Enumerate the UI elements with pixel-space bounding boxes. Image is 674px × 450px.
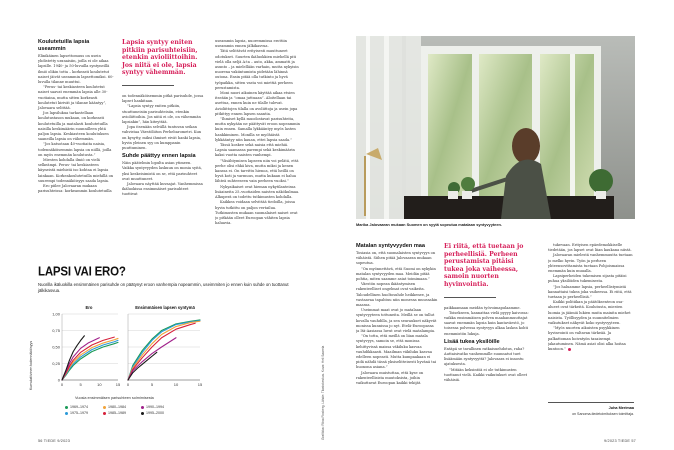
series-line-1969–1974 (128, 320, 200, 380)
chart-title-divorce: Ero (85, 305, 93, 310)
body-paragraph: Kaikkea voidaan selvittää tiedoilla, joissa hyvin tutkittu on paljon vertailua. Tutkimusten mukaan suomalaiset naiset ovat jo pitkään olleet Euroopan vähiten lapsia haluavia. (215, 200, 298, 226)
chart-divorce-svg (40, 310, 120, 394)
chart-first-child (122, 305, 202, 395)
legend-item (103, 411, 141, 415)
footer-left-folio: 56 TIEDE 9/2023 (38, 439, 71, 443)
legend-item (141, 411, 179, 415)
article-photo (356, 36, 635, 219)
y-tick-label: 0,75 (52, 327, 60, 333)
chart-title-first-child: Ensimmäisen lapsen syntymä (135, 305, 195, 310)
body-paragraph: paikkaamaan meidän työvoimapulaamme. (444, 305, 521, 310)
article-column-5 (444, 243, 534, 428)
col6-body (548, 243, 634, 352)
section-heading-more-support: Lisää tukea yksilöille (444, 338, 500, 345)
author-name: Juha Merimaa (608, 406, 634, 410)
body-paragraph: Jalovaara näyttää kuvaajat. Vanhemmissa ikäluokissa ensimmäiset parisuhteet tuottivat (122, 182, 203, 197)
chart-legend (65, 405, 179, 415)
legend-swatch (103, 412, 106, 415)
body-paragraph: ”Ihmiset kyllä muodostavat parisuhteita, mutta nykyään ne päättyvät eroon nopeammin kuin ennen. Samalla lykkääntyy myös lasten hankkiminen. Monilla se myöhäistä lykkääntyy niin kauan, ettei lapsia saada.” (215, 117, 300, 142)
legend-item (141, 405, 179, 409)
footer-right-folio: 9/2023 TIEDE 57 (603, 439, 636, 443)
legend-swatch (141, 406, 144, 409)
legend-item (65, 411, 103, 415)
body-paragraph: Tätä selittävät erityisesti muuttuneet odotukset. Suurten ikäluokkien miehellä piti vielä olla neljä A:ta – auto, akka, ammatti ja asunto – ja mielellään varhain, mutta nykyisin nuorena vakiintumista pidetään lähinnä outona. Ensin pitää olla tutkinto ja hyvä työpaikka, sitten vasta voi miettiä perheen perustamista. (215, 49, 299, 90)
y-tick-label: 0,25 (52, 360, 60, 366)
body-paragraph: Entäpä se tavallinen ratkaisuehdotus, raha? Auttaisivatko vanhemmille suunnatut tuet lisäämään syntyvyyttä? Jalovaara ei innostu ajatuksesta. (444, 346, 525, 367)
end-mark-icon (568, 348, 571, 351)
body-paragraph: tukevaan. Erityisen epäedemokkiselle tiedetään, jos lapset ovat liian kaukana niistä. (548, 243, 632, 253)
x-tick-label: 15 (115, 382, 120, 387)
x-tick-label: 5 (79, 382, 82, 387)
body-paragraph: Useimmat maat ovat jo matalaan syntyvyyteen tottuneita. Meillä se on tullut kovalla vauhdilla, ja sen seuraukset näkyvät monissa kunnissa jo nyt. Etelä-Euroopassa ja Itä-Aasiassa luvut ovat vielä matalampia. (356, 308, 437, 334)
article-column-2 (122, 39, 204, 198)
chart-first-child-svg (122, 310, 202, 394)
col5-body-2 (444, 347, 534, 383)
infographic-heading: LAPSI VAI ERO? (38, 265, 126, 279)
section-heading-low-birthrate: Matalan syntyvyyden maa (356, 243, 426, 249)
chart-y-axis-label: Kumulatiivinen todennäköisyys (29, 340, 33, 390)
article-column-4 (356, 243, 438, 428)
legend-swatch (103, 406, 106, 409)
body-paragraph: ”Jos haluamme lapsia, perheellistymistä kannattaisi tukea joka vaiheessa. Ei riitä, että tuetaan jo perheellisiä.” (548, 284, 632, 300)
legend-label: 1990–1994 (146, 405, 164, 409)
legend-swatch (65, 406, 68, 409)
body-paragraph: Toisekseen, kannattaa vielä pyyyy kaivossa: vaikka ensimmäisen polven maahanmuuttajat saavat enemmän lapsia kuin kantaväestö, jo toisessa polvessa syntyvyys alkaa laskea kohti enemmistön lukuja. (444, 310, 529, 336)
col4-body (356, 251, 438, 386)
body-paragraph: ”Jos katsotaan 40-vuotiaita naisia, todennäköisemmin lapsia on niillä, joilla on myös enemmän koulutusta.” (38, 142, 112, 157)
body-paragraph: ”Väsähtymisen lapseen niin voi pelätä, että perhe olisi ehkä kiva, mutta miksi ja kenen kanssa ei. On tarvittu hienoa, että heillä on hyvä koti ja varmuus, mutta kukaan ei halua lähteä suhteeseen vain perheen vuoksi.” (215, 158, 299, 184)
signature-rule (548, 402, 634, 403)
x-tick-label: 0 (126, 382, 130, 387)
col2-body (122, 94, 204, 151)
col2-body-2 (122, 161, 204, 197)
article-column-1 (38, 39, 116, 194)
body-paragraph: Jos lapsilukua tarkastellaan koulutustason mukaan, on korkeasti koulutetuilla ja matalasti koulutetuilla naisilla keskimäärin suunnilleen yhtä paljon lapsia. Keskiasteen koulutuksen saaneilla lapsia on vähemmän. (38, 111, 109, 142)
legend-swatch (141, 412, 144, 415)
legend-label: 1969–1974 (70, 405, 88, 409)
body-paragraph: Jalovaaran mielestä vanhemmuutta tuetaan jo melko hyvin. Työn ja perheen yhteensovittamista tuetaan Pohjoismaissa enemmän kuin muualla. (548, 253, 633, 274)
chart-divorce (40, 305, 120, 395)
body-paragraph: Jalovaara muistuttaa, että kyse on rakenteellisista muutoksista, joihin vaikuttavat Euroopan kaikki tekijät. (356, 370, 424, 386)
legend-label: 1995–2000 (146, 411, 164, 415)
infographic-intro: Nuorilla ikäluokilla ensimmäinen parisuhde on päätynyt eroon vanhempia nopeammin, useimmiten jo ennen kuin suhde on tuottanut jälkikasvua. (38, 282, 289, 293)
legend-label: 1985–1989 (108, 411, 126, 415)
pull-quote-2: Ei riitä, että tuetaan jo perheellisiä. Perheen perustamista pitäisi tukea joka vaiheessa, samoin nuorten hyvinvointia. (444, 243, 524, 288)
y-tick-label: 0,50 (52, 344, 60, 350)
body-paragraph: Elinikäinen lapsettomuus on usein yhdistetty uranaisiin, joilla ei ole aikaa lapsille. 1940- ja 50-luvuilla syntyneillä ilmiö olikin totta – korkeasti koulutetut naiset jäivät useammin lapsettomiksi. 60-luvulla tilanne muuttui. (38, 54, 114, 85)
pull-quote-1: Lapsia syntyy eniten pitkiin parisuhteisiin, etenkin avioliittoihin. Jos niitä ei ole, lapsia syntyy vähemmän. (122, 39, 198, 77)
y-tick-label: 0 (57, 377, 60, 383)
x-tick-label: 10 (173, 382, 179, 387)
section-heading-relationship-ends: Suhde päättyy ennen lapsia (122, 153, 196, 160)
y-tick-label: 1,00 (52, 311, 60, 317)
col5-body (444, 306, 534, 337)
body-paragraph: ”Lapsia syntyy eniten pitkiin, stuuttuneisiin parisuhteisiin, etenkin avioliittoihin. Jos niitä ei ole, on vähemmän lapsiakin”, hän kiteyttää. (122, 104, 201, 124)
article-column-3 (215, 39, 300, 424)
col1-body (38, 54, 116, 194)
body-paragraph: on todennäköisemmin pitkä parisuhde, jossa lapset hankitaan. (122, 93, 204, 104)
legend-swatch (65, 412, 68, 415)
author-description: on Sanoma-tiedetoimituksen toimittaja. (572, 412, 634, 416)
x-tick-label: 5 (150, 382, 154, 387)
section-heading-educated: Koulutetuilla lapsia useammin (38, 39, 90, 52)
body-paragraph: Lapsiperheiden tukemisen sijasta pitäisi puhua yksilöiden tukemisesta. (548, 274, 627, 284)
body-paragraph: Moni nuori aikuinen käyttää aikaa etsien itseään ja ”omaa juttuaan”. Aloitellaan tai asettua, ennen kuin ne tilalle tulevat. Avioliittojen tilalla on avoliittoja ja usein jopa pitkittyy ennen lapsen saantia. (215, 91, 298, 116)
x-tick-label: 15 (197, 382, 202, 387)
body-paragraph: Tässä koskee sekä naisia että miehiä. Lapsia saamassa parempi sekä keskimäärin kaksi vuotta naisten vanhempi. (215, 143, 295, 158)
legend-label: 1975–1979 (70, 411, 88, 415)
body-paragraph: ”On totta, että meillä on liian matala syntyvyys, samoin se, että monissa kehittyvissä maissa väkiluku kasvaa vauhdikkaasti. Maailman väkiluku kasvaa edelleen nopeasti. Mutta kumpaakaan ei pidä nähdä tässä yksiselitteisesti hyvänä tai huonona asiana.” (356, 334, 436, 370)
body-paragraph: Jopa itsenään selvällä tuntuvan seikan vahvistaa Väestöliiton Perhebarometri. Kun on kysytty, miksi ihmiset eivät hanki lapsia, hyvin yleinen syy on kumppanin puuttuminen. (122, 125, 202, 150)
article-column-6 (548, 243, 634, 398)
body-paragraph: ”Myös nuorten aikuisten psyykkinen hyvinvointi on valtavan tärkeää. Ja palkattoman hoivatyön tasaisempi jakautuminen. Nämä asiat olisi alka hoitaa kuntoon.” (548, 326, 626, 352)
legend-item (65, 405, 103, 409)
x-tick-label: 10 (97, 382, 102, 387)
photo-caption: Marika Jalovaaran mukaan Suomen on syytä sopeutua matalaan syntyvyyteen. (356, 222, 502, 227)
body-paragraph: Tosiasia on, että suomalaisten syntyvyys on vähäistä. Siihen pitää Jalovaaran mukaan sopeutua. (356, 251, 436, 266)
body-paragraph: ”Mitään keksintöä ei ole tutkimusten tuottanut vielä. Kaikki vaikutukset ovat olleet vähäisiä. (444, 367, 528, 382)
graphic-credit: Grafiikka: Riina Rosberg. Lähde: Tilastokeskus. Kuva: Heli Saarela (321, 345, 325, 440)
body-paragraph: useammin lapsia, nuoremmissa erottiin useammin ennen jälkikasvua. (215, 39, 287, 49)
body-paragraph: Ero piilee Jalovaaran mukaan parisuhteissa: korkeammin koulutetuilla (38, 184, 112, 194)
legend-item (103, 405, 141, 409)
chart-x-axis-label: Vuosia ensimmäisen parisuhteen solmimisesta (75, 396, 154, 400)
body-paragraph: ”Perus- tai keskiasteen koulutetut naiset saavat enemmän lapsia alle 30-vuotiaina, mutta sitten korkeasti koulutetut kirivät ja tilanne kääntyy”, Jalovaara selittää. (38, 85, 108, 111)
x-tick-label: 0 (60, 382, 64, 387)
col3-body (215, 39, 300, 226)
body-paragraph: Nykyaikaiset ovat hieman nykytilanteissa lisäaineita 25–vuotiaiden naisten näkökulmaa. Alkuperä on todettu tutkimusten kohdalla. (215, 184, 300, 200)
body-paragraph: Miesten kohdalla ilmiö on vielä selkeämpi. Perus- tai keskiasteen käyneistä miehistä iso kohtaa ei lapsia lainkaan. Korkeakoulutetuilla miehillä on suurempi todennäköisyys saada lapsia. (38, 158, 114, 183)
body-paragraph: ”On myönnettävä, että Suomi on nykykin matalan syntyvyyden maa. Meidän pitää pohtia, miten saamme asiat toimimaan.” (356, 266, 436, 282)
body-paragraph: Väestön nopean ikääntymisen rakenteelliset ongelmat ovat vaikeita. Taloudellinen huoltosuhde heikkenee, ja vastaavaa tapahtuu niin monessa muussakin maassa. (356, 282, 438, 308)
body-paragraph: Kaikki politiikan ja päätöksenteon osa-alueet ovat tärkeitä. Koulutusta, miesten luomia ja jäämiä lukien muita mainita miehet naisista. Työllisyyden ja suunnitelmien vaikutukset näkyvät koko syntyvyyteen. (548, 300, 631, 326)
photo-woman-at-window (356, 36, 635, 219)
legend-label: 1980–1984 (108, 405, 126, 409)
body-paragraph: Näin päätelmin lopulta asian ytimeen. Vaikka syntyvyyden laskuun on monia syitä, yksi keskeisimistä on se, että parisuhteet ovat muuttuneet. (122, 161, 202, 181)
